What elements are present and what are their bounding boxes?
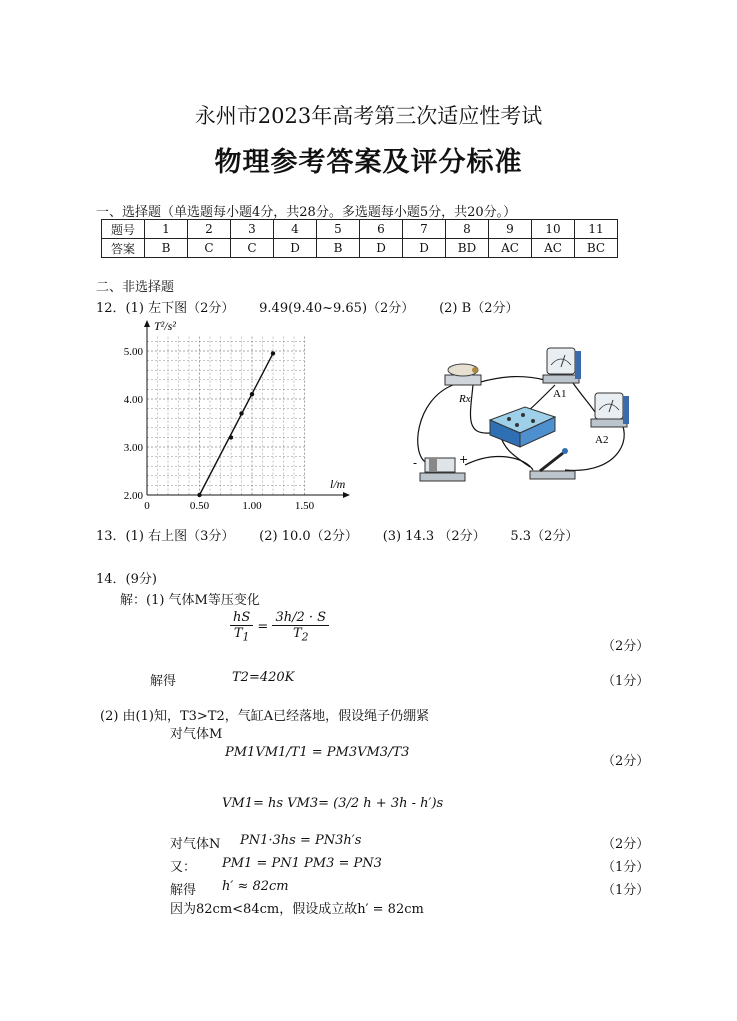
q14-part2: (2) 由(1)知，T3>T2，气缸A已经落地，假设绳子仍绷紧 [100,709,430,724]
score-5: （1分） [602,860,650,875]
y-tick-label: 3.00 [123,442,143,454]
equation-6: h′ ≈ 82cm [222,879,289,894]
answer-cell: D [403,239,446,258]
score-1: （2分） [602,639,650,654]
a1-label: A1 [553,388,567,400]
section2-heading: 二、非选择题 [96,280,175,295]
score-3: （2分） [602,754,650,769]
table-row [102,239,618,258]
question-number: 7 [403,220,446,239]
rx-resistor [445,364,481,385]
question-number: 6 [360,220,403,239]
rx-label: Rx [459,393,471,405]
wire [470,385,490,433]
t2-l-chart [110,318,360,518]
row-label: 题号 [102,220,145,239]
q13-answer: 13．(1) 右上图（3分） (2) 10.0（2分） (3) 14.3 （2分） 5.3（2分） [96,529,579,544]
chart-ticks [124,346,315,512]
chart-grid [147,337,305,495]
q14-part1: 解：(1) 气体M等压变化 [120,593,260,608]
y-axis-label: T²/s² [154,319,176,333]
x-tick-label: 1.00 [242,500,262,512]
for-gas-n: 对气体N [170,837,221,852]
solve-value-1: T2=420K [232,670,295,685]
answer-cell: C [231,239,274,258]
score-2: （1分） [602,674,650,689]
question-number: 10 [532,220,575,239]
score-6: （1分） [602,883,650,898]
y-tick-label: 5.00 [123,346,143,358]
question-number: 5 [317,220,360,239]
battery-plus: + [459,453,469,466]
question-number: 8 [446,220,489,239]
switch [530,448,575,479]
equation-5: PM1 = PN1 PM3 = PN3 [222,856,382,871]
x-axis-arrow [343,492,350,498]
x-axis-label: l/m [330,477,346,491]
fit-line [200,353,274,495]
answer-cell: AC [532,239,575,258]
chart-marks [197,351,275,497]
x-tick-label: 0 [144,500,150,512]
data-point [250,392,254,396]
answer-table [101,219,618,258]
answer-cell: D [360,239,403,258]
answer-title: 物理参考答案及评分标准 [214,147,523,178]
q12-answer: 12．(1) 左下图（2分） 9.49(9.40~9.65)（2分） (2) B（2分） [96,301,519,316]
answer-cell: BC [575,239,618,258]
y-axis-arrow [144,320,150,327]
resistance-box [490,407,555,447]
x-tick-label: 1.50 [294,500,315,512]
answer-cell: B [145,239,188,258]
solve-label-1: 解得 [150,674,177,689]
question-number: 9 [489,220,532,239]
chart-axes [144,320,350,498]
answer-cell: B [317,239,360,258]
answer-cell: BD [446,239,489,258]
data-point [239,411,243,415]
y-tick-label: 4.00 [123,394,143,406]
wire [477,377,545,383]
question-number: 11 [575,220,618,239]
a2-label: A2 [595,434,609,446]
section1-heading: 一、选择题（单选题每小题4分，共28分。多选题每小题5分，共20分。） [96,205,517,220]
wire [418,385,453,463]
question-number: 4 [274,220,317,239]
for-gas-m: 对气体M [170,727,223,742]
answer-cell: D [274,239,317,258]
data-point [271,351,275,355]
question-number: 1 [145,220,188,239]
solve-label-2: 解得 [170,883,197,898]
question-number: 3 [231,220,274,239]
circuit-diagram [405,345,637,490]
conclusion: 因为82cm<84cm，假设成立故h′ = 82cm [170,902,424,917]
answer-cell: C [188,239,231,258]
x-tick-label: 0.50 [189,500,210,512]
question-number: 2 [188,220,231,239]
table-row [102,220,618,239]
data-point [197,493,201,497]
exam-title: 永州市2023年高考第三次适应性考试 [194,104,543,128]
q14-heading: 14．(9分) [96,572,157,587]
ammeter-a2 [591,393,629,427]
score-4: （2分） [602,837,650,852]
ammeter-a1 [543,348,581,383]
row-label: 答案 [102,239,145,258]
wire [465,457,533,470]
answer-cell: AC [489,239,532,258]
equation-2: PM1VM1/T1 = PM3VM3/T3 [225,745,410,760]
battery-minus: - [413,456,418,470]
equation-3: VM1= hs VM3= (3/2 h + 3h - h′)s [222,796,444,811]
y-tick-label: 2.00 [123,490,143,502]
equation-1: $\frac{hS}{T_1}$ = $\frac{3h/2 \cdot S}{T_2}$ [230,610,329,644]
data-point [229,435,233,439]
equation-4: PN1·3hs = PN3h′s [240,833,362,848]
also-label: 又： [170,860,197,875]
